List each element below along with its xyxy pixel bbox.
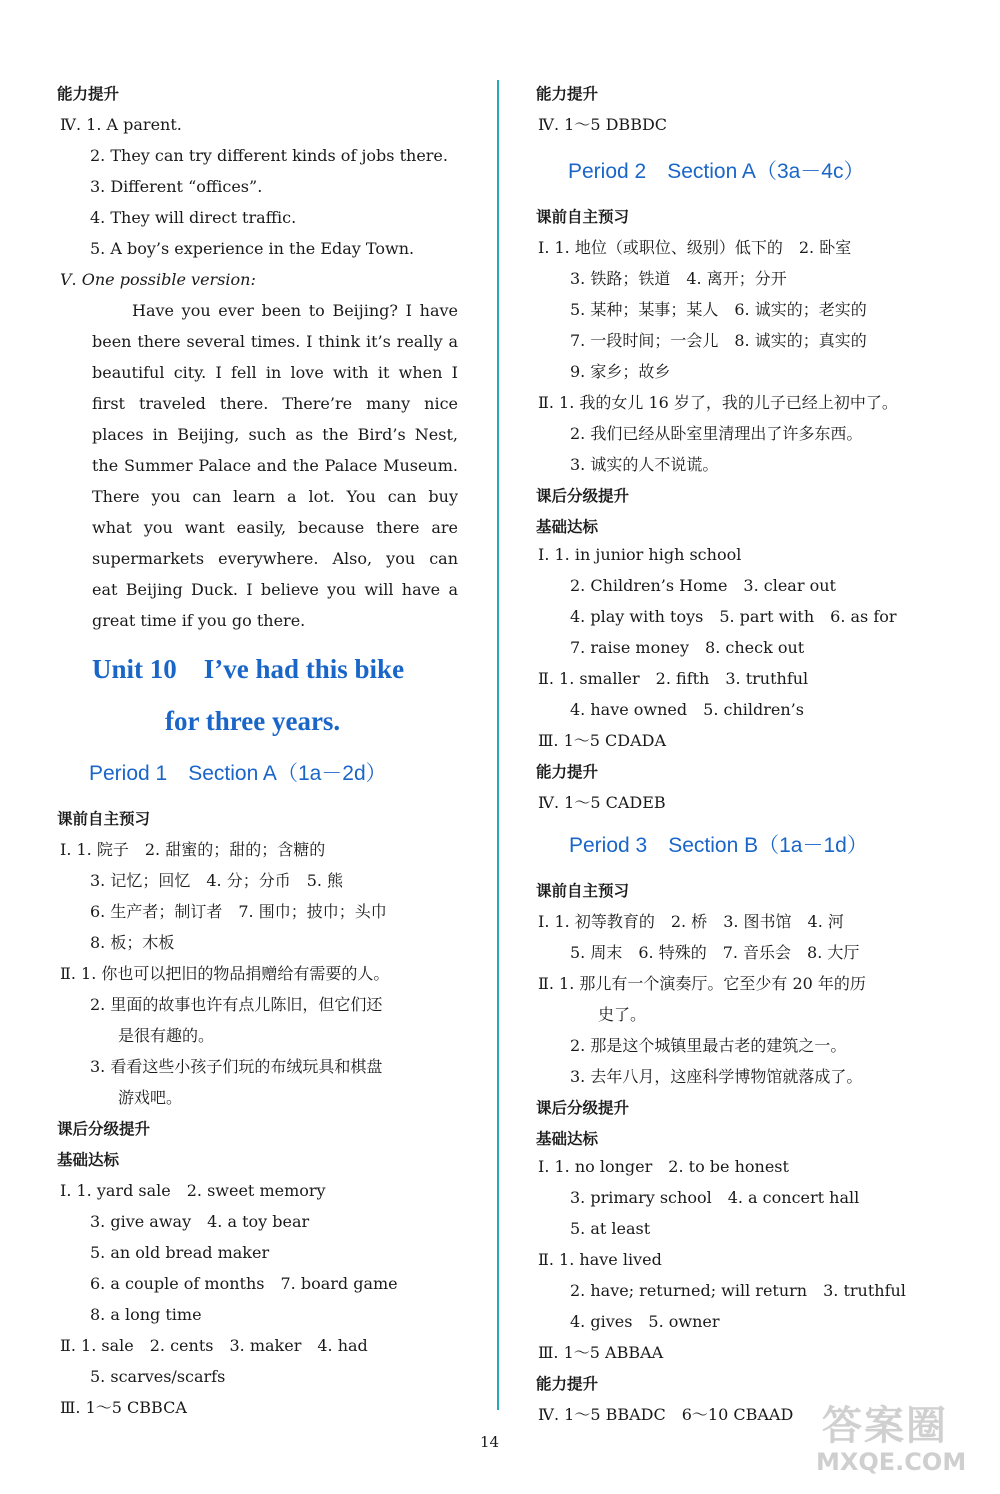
answer-line: Ⅰ. 1. 院子 2. 甜蜜的；甜的；含糖的 [60, 840, 326, 859]
section-heading: 课前自主预习 [536, 208, 630, 226]
section-heading: 课后分级提升 [536, 1099, 630, 1117]
answer-line: There you can learn a lot. You can buy [92, 487, 458, 506]
period-heading: Period 2 Section A（3a－4c） [568, 160, 865, 183]
answer-line: 8. 板；木板 [90, 933, 175, 952]
answer-line: 2. Children’s Home 3. clear out [570, 576, 836, 595]
answer-line: first traveled there. There’re many nice [92, 394, 458, 413]
answer-line: 6. a couple of months 7. board game [90, 1274, 398, 1293]
answer-line: great time if you go there. [92, 611, 306, 630]
answer-line: 7. raise money 8. check out [570, 638, 805, 657]
answer-line: Ⅲ. 1～5 ABBAA [538, 1343, 664, 1362]
answer-line: Have you ever been to Beijing? I have [132, 301, 458, 320]
answer-line: Ⅱ. 1. 我的女儿 16 岁了，我的儿子已经上初中了。 [538, 393, 898, 412]
answer-line: 6. 生产者；制订者 7. 围巾；披巾；头巾 [90, 902, 387, 921]
answer-line: 2. 我们已经从卧室里清理出了许多东西。 [570, 424, 863, 443]
answer-line: 3. give away 4. a toy bear [90, 1212, 310, 1231]
answer-line: 5. 周末 6. 特殊的 7. 音乐会 8. 大厅 [570, 943, 860, 962]
column-divider [497, 80, 499, 1410]
answer-line: 游戏吧。 [118, 1088, 183, 1107]
section-heading: 基础达标 [536, 1130, 599, 1148]
section-heading: 能力提升 [536, 85, 599, 103]
answer-line: 3. Different “offices”. [90, 177, 263, 196]
answer-line: Ⅱ. 1. 你也可以把旧的物品捐赠给有需要的人。 [60, 964, 390, 983]
answer-line: 2. 里面的故事也许有点儿陈旧，但它们还 [90, 995, 383, 1014]
period-heading: Period 1 Section A（1a－2d） [89, 762, 387, 785]
answer-line: 5. 某种；某事；某人 6. 诚实的；老实的 [570, 300, 867, 319]
answer-line: 4. have owned 5. children’s [570, 700, 804, 719]
watermark [814, 1394, 994, 1490]
section-heading: 课前自主预习 [536, 882, 630, 900]
answer-line: 史了。 [598, 1005, 647, 1024]
answer-line: 4. gives 5. owner [570, 1312, 720, 1331]
section-heading: 能力提升 [57, 85, 120, 103]
answer-line: 4. play with toys 5. part with 6. as for [570, 607, 897, 626]
answer-line: 5. at least [570, 1219, 651, 1238]
answer-line: places in Beijing, such as the Bird’s Nest, [92, 425, 458, 444]
answer-line: 5. A boy’s experience in the Eday Town. [90, 239, 415, 258]
unit-title: Unit 10 I’ve had this bike [92, 654, 405, 684]
section-heading: 课前自主预习 [57, 810, 151, 828]
section-heading: 课后分级提升 [536, 487, 630, 505]
answer-line: 2. They can try different kinds of jobs there. [90, 146, 448, 165]
answer-line: 3. 记忆；回忆 4. 分；分币 5. 熊 [90, 871, 344, 890]
answer-line: Ⅱ. 1. sale 2. cents 3. maker 4. had [60, 1336, 368, 1355]
answer-line: 9. 家乡；故乡 [570, 362, 671, 381]
answer-line: 8. a long time [90, 1305, 202, 1324]
answer-line: eat Beijing Duck. I believe you will have a [92, 580, 458, 599]
answer-line: 3. 看看这些小孩子们玩的布绒玩具和棋盘 [90, 1057, 383, 1076]
answer-line: 3. 铁路；铁道 4. 离开；分开 [570, 269, 787, 288]
answer-line: 4. They will direct traffic. [90, 208, 297, 227]
answer-line: 2. 那是这个城镇里最古老的建筑之一。 [570, 1036, 847, 1055]
answer-line: Ⅰ. 1. in junior high school [538, 545, 742, 564]
answer-line: 3. primary school 4. a concert hall [570, 1188, 860, 1207]
answer-line: Ⅰ. 1. 初等教育的 2. 桥 3. 图书馆 4. 河 [538, 912, 844, 931]
answer-line: 3. 诚实的人不说谎。 [570, 455, 719, 474]
section-heading: 基础达标 [536, 518, 599, 536]
answer-line: Ⅲ. 1～5 CDADA [538, 731, 667, 750]
answer-line: Ⅰ. 1. 地位（或职位、级别）低下的 2. 卧室 [538, 238, 852, 257]
watermark-logo: 答案圈 [822, 1403, 948, 1449]
section-heading: 基础达标 [57, 1151, 120, 1169]
answer-line: supermarkets everywhere. Also, you can [92, 549, 458, 568]
answer-line: 3. 去年八月，这座科学博物馆就落成了。 [570, 1067, 863, 1086]
answer-line: the Summer Palace and the Palace Museum. [92, 456, 458, 475]
answer-line: Ⅰ. 1. no longer 2. to be honest [538, 1157, 789, 1176]
answer-line: Ⅳ. 1～5 BBADC 6～10 CBAAD [538, 1405, 794, 1424]
answer-line: Ⅰ. 1. yard sale 2. sweet memory [60, 1181, 326, 1200]
answer-line: Ⅴ. One possible version: [60, 270, 256, 289]
section-heading: 课后分级提升 [57, 1120, 151, 1138]
answer-line: 5. an old bread maker [90, 1243, 270, 1262]
answer-line: Ⅱ. 1. smaller 2. fifth 3. truthful [538, 669, 809, 688]
answer-line: 是很有趣的。 [118, 1026, 215, 1045]
answer-line: 7. 一段时间；一会儿 8. 诚实的；真实的 [570, 331, 867, 350]
answer-line: what you want easily, because there are [92, 518, 458, 537]
period-heading: Period 3 Section B（1a－1d） [569, 834, 868, 857]
answer-line: Ⅳ. 1～5 CADEB [538, 793, 666, 812]
section-heading: 能力提升 [536, 1375, 599, 1393]
answer-line: Ⅱ. 1. have lived [538, 1250, 662, 1269]
answer-line: Ⅳ. 1. A parent. [60, 115, 182, 134]
answer-line: beautiful city. I fell in love with it when I [92, 363, 458, 382]
section-heading: 能力提升 [536, 763, 599, 781]
answer-line: 2. have; returned; will return 3. truthful [570, 1281, 906, 1300]
watermark-url: MXQE.COM [816, 1448, 967, 1476]
page-number: 14 [480, 1433, 500, 1451]
unit-title: for three years. [165, 706, 341, 736]
answer-line: Ⅱ. 1. 那儿有一个演奏厅。它至少有 20 年的历 [538, 974, 866, 993]
answer-line: Ⅲ. 1～5 CBBCA [60, 1398, 187, 1417]
answer-line: 5. scarves/scarfs [90, 1367, 226, 1386]
answer-line: been there several times. I think it’s really a [92, 332, 458, 351]
answer-line: Ⅳ. 1～5 DBBDC [538, 115, 668, 134]
